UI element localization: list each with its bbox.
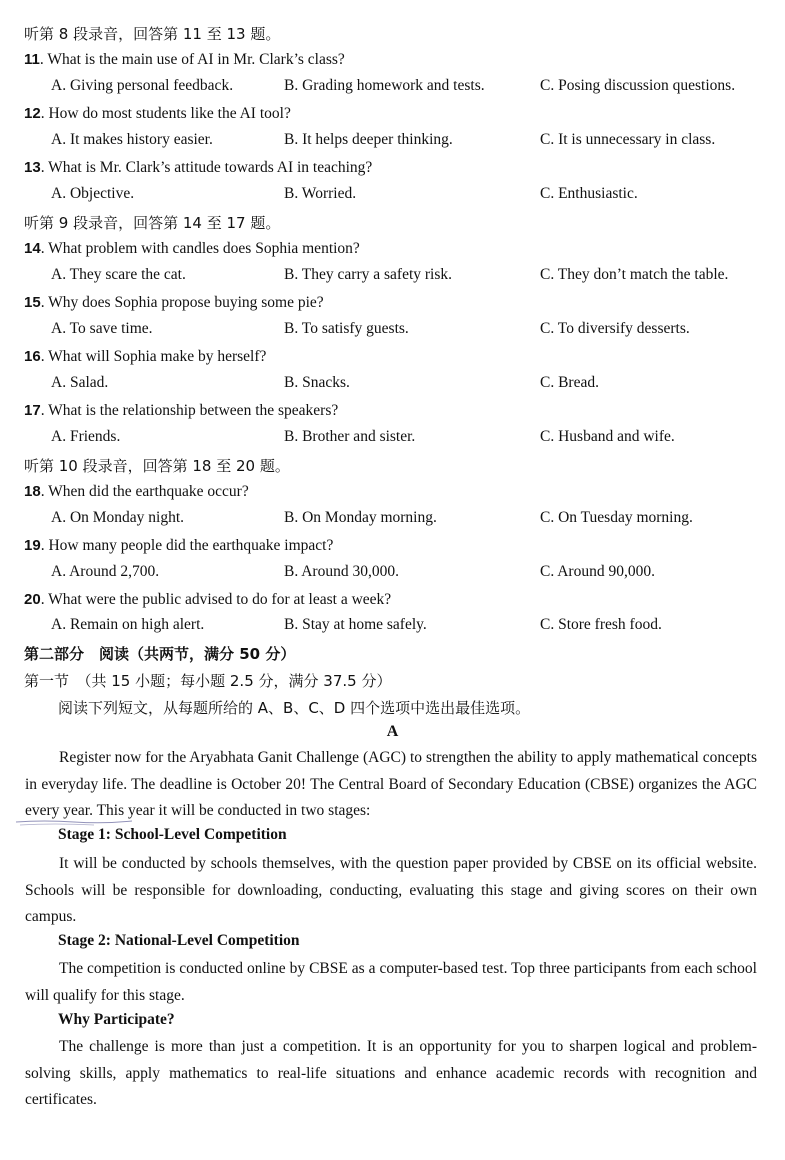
q13-option-b: B. Worried. xyxy=(284,185,357,202)
q15-option-a: A. To save time. xyxy=(51,320,153,337)
question-number: 19 xyxy=(24,537,41,554)
question-text: . How do most students like the AI tool? xyxy=(40,105,291,122)
q12-option-c: C. It is unnecessary in class. xyxy=(540,131,716,148)
question-18 xyxy=(24,482,249,501)
why-participate-heading: Why Participate? xyxy=(58,1011,175,1028)
question-text: . What is Mr. Clark’s attitude towards AI in teaching? xyxy=(40,159,373,176)
question-text: . What will Sophia make by herself? xyxy=(40,348,267,365)
q16-option-b: B. Snacks. xyxy=(284,374,350,391)
listening-section-9-instruction: 听第 9 段录音，回答第 14 至 17 题。 xyxy=(24,214,281,232)
question-15 xyxy=(24,293,324,312)
q11-option-a: A. Giving personal feedback. xyxy=(51,77,234,94)
q17-option-a: A. Friends. xyxy=(51,428,121,445)
q19-option-a: A. Around 2,700. xyxy=(51,563,160,580)
question-11 xyxy=(24,50,345,69)
q12-option-b: B. It helps deeper thinking. xyxy=(284,131,453,148)
question-14 xyxy=(24,239,360,258)
q20-option-b: B. Stay at home safely. xyxy=(284,616,427,633)
question-text: . What is the relationship between the speakers? xyxy=(40,402,339,419)
stage-2-heading: Stage 2: National-Level Competition xyxy=(58,932,300,949)
question-text: . What problem with candles does Sophia mention? xyxy=(40,240,360,257)
passage-label: A xyxy=(386,723,399,740)
q12-option-a: A. It makes history easier. xyxy=(51,131,213,148)
q13-option-a: A. Objective. xyxy=(51,185,135,202)
question-17 xyxy=(24,401,338,420)
question-number: 12 xyxy=(24,105,41,122)
question-text: . What is the main use of AI in Mr. Clark’s class? xyxy=(39,51,345,68)
q18-option-c: C. On Tuesday morning. xyxy=(540,509,693,526)
question-text: . When did the earthquake occur? xyxy=(40,483,249,500)
q20-option-a: A. Remain on high alert. xyxy=(51,616,205,633)
q15-option-c: C. To diversify desserts. xyxy=(540,320,690,337)
stage-2-text: The competition is conducted online by CBSE as a computer-based test. Top three participants from each school will qualify for this stage. xyxy=(25,960,757,1004)
question-19 xyxy=(24,536,333,555)
q11-option-c: C. Posing discussion questions. xyxy=(540,77,736,94)
question-text: . How many people did the earthquake impact? xyxy=(40,537,334,554)
stage-1-heading: Stage 1: School-Level Competition xyxy=(58,826,287,843)
q17-option-b: B. Brother and sister. xyxy=(284,428,416,445)
question-text: . What were the public advised to do for at least a week? xyxy=(40,591,392,608)
q14-option-c: C. They don’t match the table. xyxy=(540,266,729,283)
q19-option-c: C. Around 90,000. xyxy=(540,563,655,580)
question-16 xyxy=(24,347,266,366)
q13-option-c: C. Enthusiastic. xyxy=(540,185,638,202)
q18-option-a: A. On Monday night. xyxy=(51,509,185,526)
q14-option-b: B. They carry a safety risk. xyxy=(284,266,453,283)
question-number: 20 xyxy=(24,591,41,608)
q16-option-c: C. Bread. xyxy=(540,374,599,391)
q17-option-c: C. Husband and wife. xyxy=(540,428,675,445)
passage-intro: Register now for the Aryabhata Ganit Challenge (AGC) to strengthen the ability to apply mathematical concepts in everyday life. The deadline is October 20! The Central Board of Secondary Education (CBSE) organizes the AGC every year. This year it will be conducted in two stages: xyxy=(25,749,757,819)
question-13 xyxy=(24,158,372,177)
question-20 xyxy=(24,590,391,609)
question-number: 11 xyxy=(24,51,40,68)
reading-instruction: 阅读下列短文，从每题所给的 A、B、C、D 四个选项中选出最佳选项。 xyxy=(58,699,531,717)
question-number: 17 xyxy=(24,402,41,419)
question-number: 15 xyxy=(24,294,41,311)
listening-section-8-instruction: 听第 8 段录音，回答第 11 至 13 题。 xyxy=(24,25,281,43)
q14-option-a: A. They scare the cat. xyxy=(51,266,186,283)
q20-option-c: C. Store fresh food. xyxy=(540,616,662,633)
reading-part-title: 第二部分 阅读（共两节，满分 50 分） xyxy=(24,645,296,663)
question-number: 16 xyxy=(24,348,41,365)
question-text: . Why does Sophia propose buying some pie? xyxy=(40,294,324,311)
q18-option-b: B. On Monday morning. xyxy=(284,509,437,526)
q15-option-b: B. To satisfy guests. xyxy=(284,320,409,337)
why-participate-text: The challenge is more than just a competition. It is an opportunity for you to sharpen logical and problem-solving skills, apply mathematics to real-life situations and enhance academic records with recognition and certificates. xyxy=(25,1038,757,1108)
q11-option-b: B. Grading homework and tests. xyxy=(284,77,485,94)
q16-option-a: A. Salad. xyxy=(51,374,109,391)
reading-section-title: 第一节 （共 15 小题；每小题 2.5 分，满分 37.5 分） xyxy=(24,672,392,690)
question-12 xyxy=(24,104,291,123)
question-number: 14 xyxy=(24,240,41,257)
listening-section-10-instruction: 听第 10 段录音，回答第 18 至 20 题。 xyxy=(24,457,290,475)
question-number: 13 xyxy=(24,159,41,176)
stage-1-text: It will be conducted by schools themselves, with the question paper provided by CBSE on its official website. Schools will be responsible for downloading, conducting, evaluating this stage and giving scores on their own campus. xyxy=(25,855,757,925)
question-number: 18 xyxy=(24,483,41,500)
q19-option-b: B. Around 30,000. xyxy=(284,563,399,580)
